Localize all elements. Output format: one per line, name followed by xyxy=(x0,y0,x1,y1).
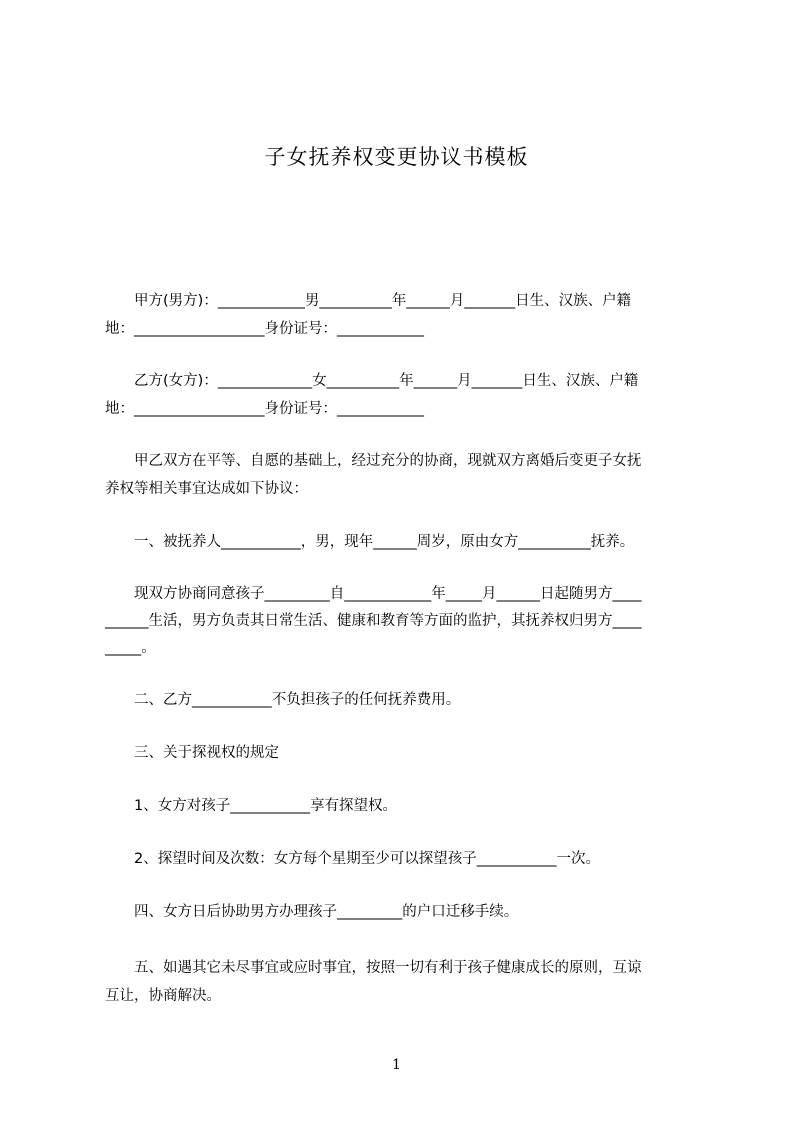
clause-1: 一、被抚养人___________，男，现年______周岁，原由女方__________抚养。 xyxy=(105,534,635,550)
custody-line-1: 现双方协商同意孩子_________自____________年_____月______日起随男方____ xyxy=(105,586,642,602)
clause-3-heading: 三、关于探视权的规定 xyxy=(105,745,279,761)
preamble-line-1: 甲乙双方在平等、自愿的基础上，经过充分的协商，现就双方离婚后变更子女抚 xyxy=(105,453,642,469)
custody-line-3: _____。 xyxy=(105,640,156,656)
party-a-info-line-2: 地：__________________身份证号：____________ xyxy=(105,321,424,337)
clause-2: 二、乙方___________不负担孩子的任何抚养费用。 xyxy=(105,692,461,708)
page-number: 1 xyxy=(392,1057,401,1073)
document-title: 子女抚养权变更协议书模板 xyxy=(264,145,529,169)
custody-line-2: ______生活，男方负责其日常生活、健康和教育等方面的监护，其抚养权归男方____ xyxy=(105,613,642,629)
party-b-info-line-1: 乙方(女方)：_____________女__________年______月_______日生、汉族、户籍 xyxy=(105,373,639,389)
clause-5-line-1: 五、如遇其它未尽事宜或应时事宜，按照一切有利于孩子健康成长的原则，互谅 xyxy=(105,960,642,976)
party-a-info-line-1: 甲方(男方)：____________男__________年______月_______日生、汉族、户籍 xyxy=(105,293,632,309)
preamble-line-2: 养权等相关事宜达成如下协议： xyxy=(105,481,308,497)
clause-5-line-2: 互让，协商解决。 xyxy=(105,988,221,1004)
visitation-item-1: 1、女方对孩子___________享有探望权。 xyxy=(105,798,397,814)
visitation-item-2: 2、探望时间及次数：女方每个星期至少可以探望孩子___________一次。 xyxy=(105,851,600,867)
clause-4: 四、女方日后协助男方办理孩子_________的户口迁移手续。 xyxy=(105,904,519,920)
party-b-info-line-2: 地：__________________身份证号：____________ xyxy=(105,401,424,417)
